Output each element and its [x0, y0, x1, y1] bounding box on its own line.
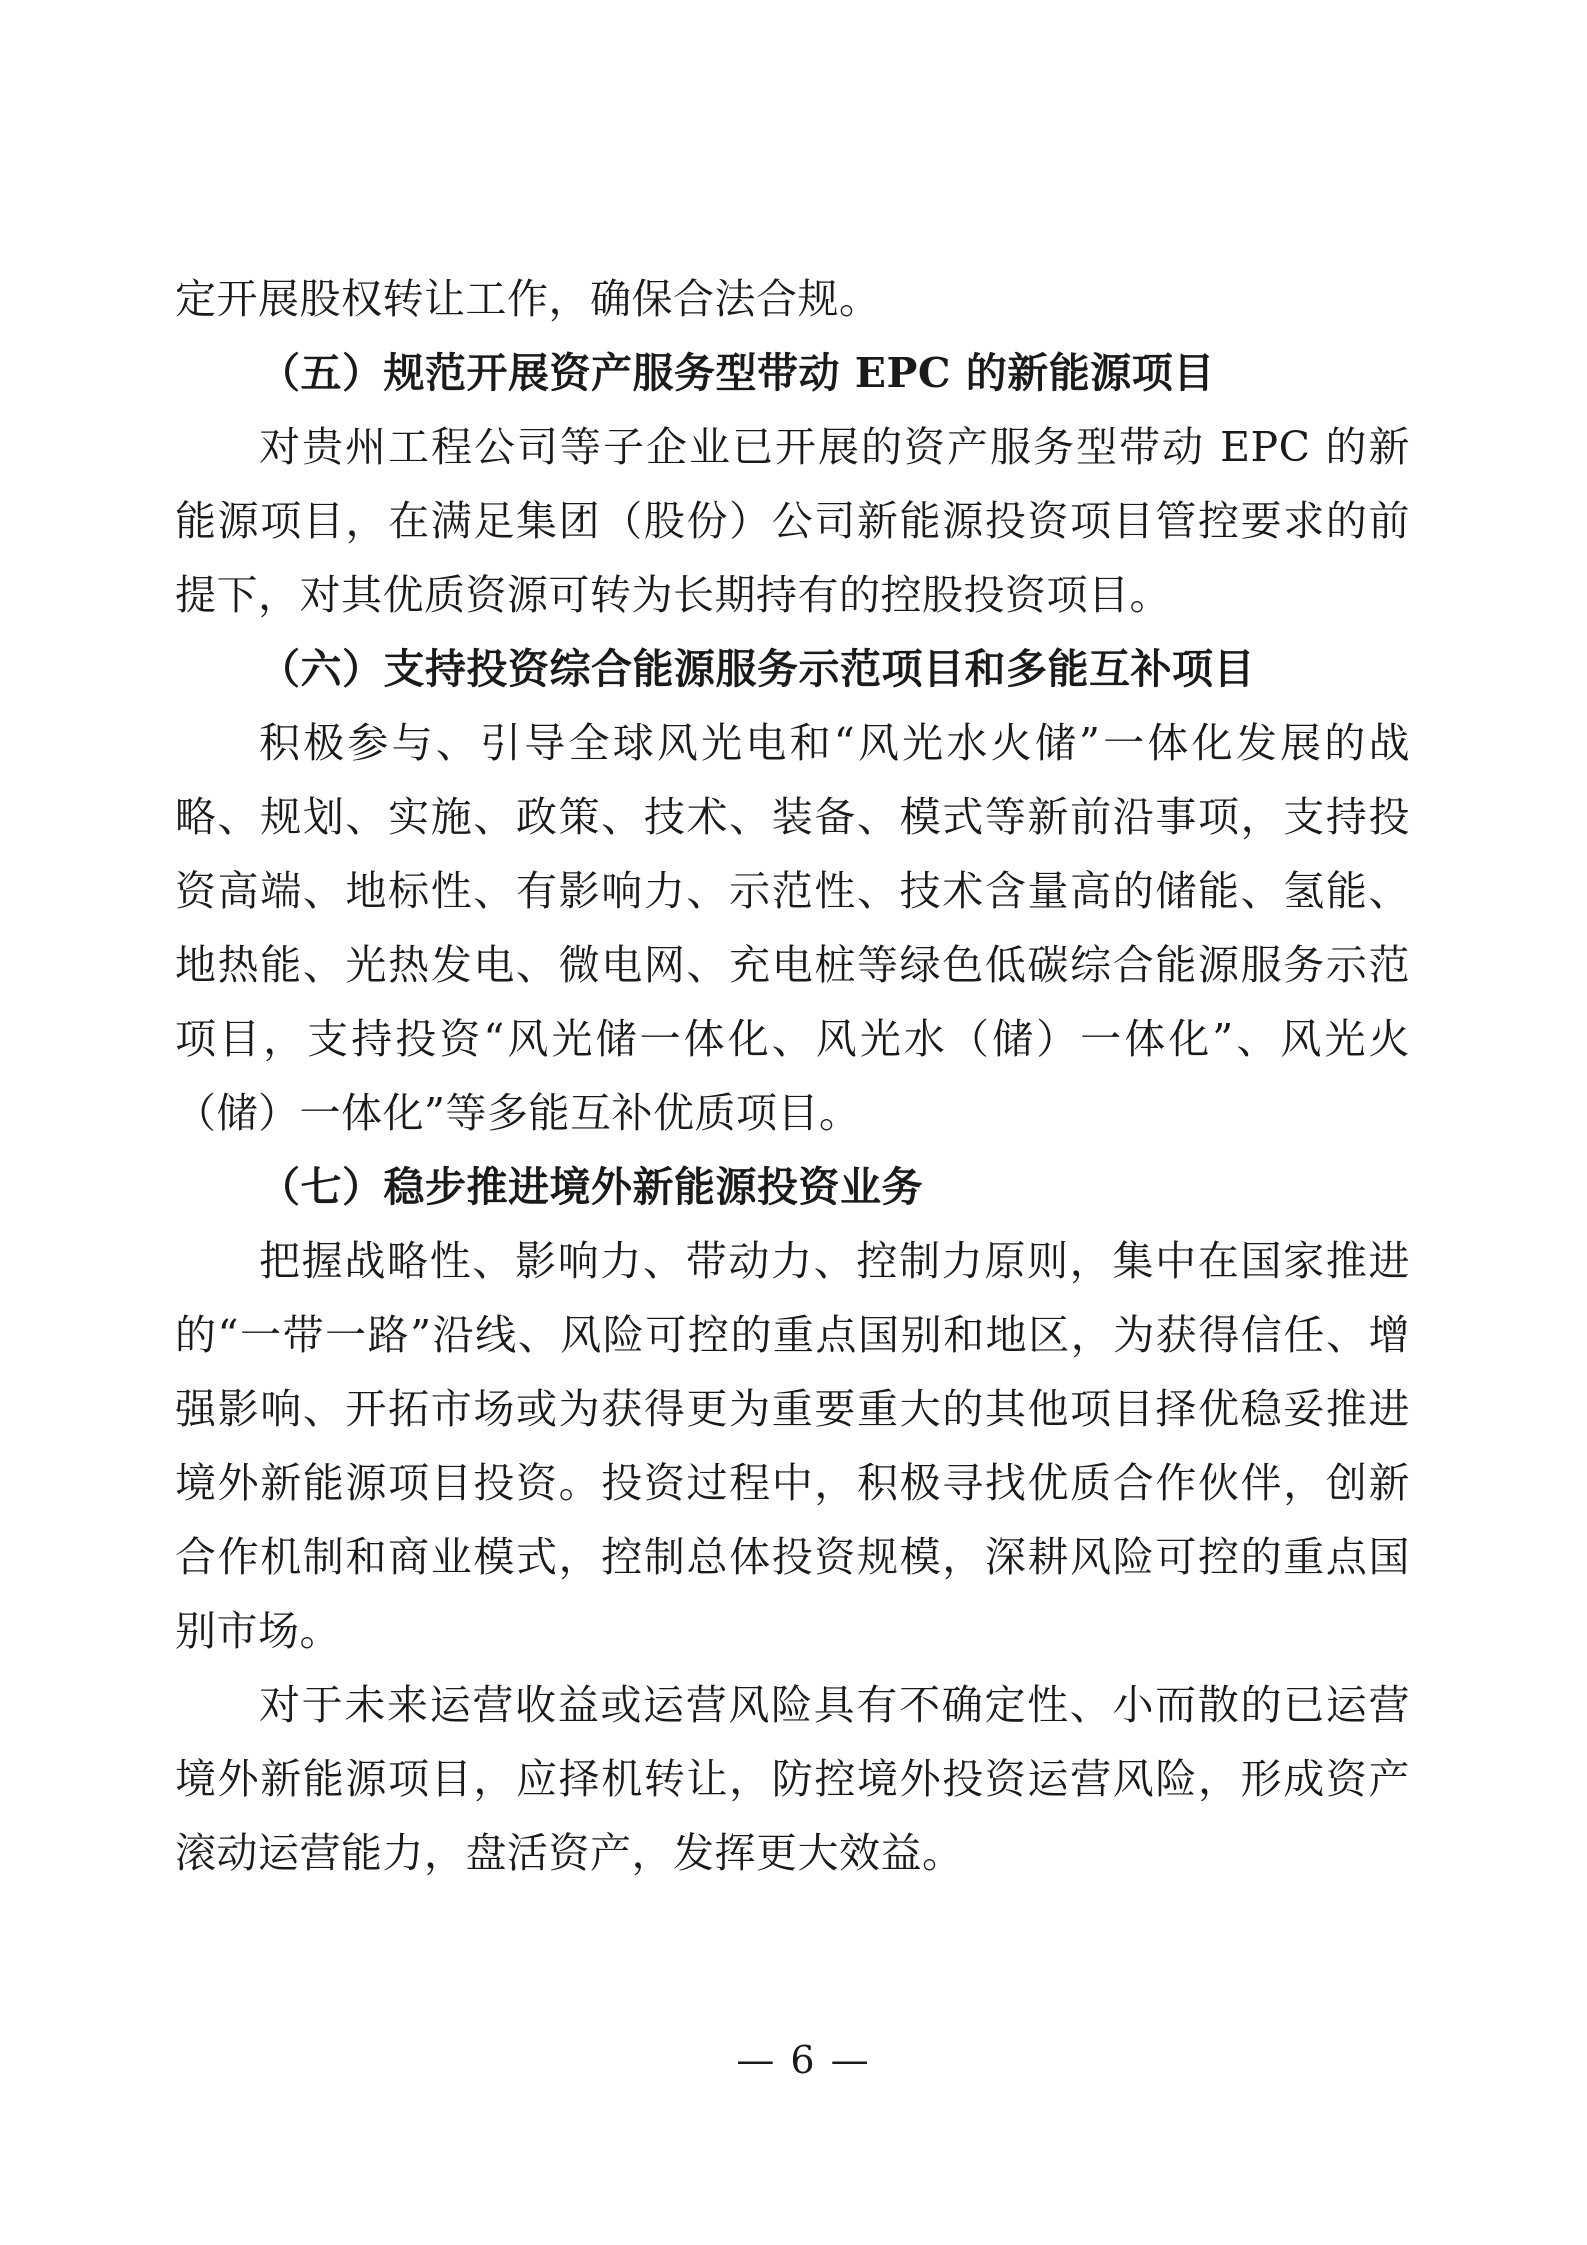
- paragraph-section-five-body: 对贵州工程公司等子企业已开展的资产服务型带动 EPC 的新能源项目，在满足集团（股份）公司新能源投资项目管控要求的前提下，对其优质资源可转为长期持有的控股投资项目。: [175, 423, 1410, 619]
- heading-section-five: （五）规范开展资产服务型带动 EPC 的新能源项目: [259, 349, 1215, 397]
- page-number: — 6 —: [736, 2038, 871, 2082]
- paragraph-section-six-body: 积极参与、引导全球风光电和“风光水火储”一体化发展的战略、规划、实施、政策、技术、装备、模式等新前沿事项，支持投资高端、地标性、有影响力、示范性、技术含量高的储能、氢能、地热能、光热发电、微电网、充电桩等绿色低碳综合能源服务示范项目，支持投资“风光储一体化、风光水（储）一体化”、风光火（储）一体化”等多能互补优质项目。: [175, 719, 1410, 1137]
- document-body: [175, 262, 1410, 1890]
- paragraph-continuation: 定开展股权转让工作，确保合法合规。: [175, 275, 881, 323]
- heading-section-seven: （七）稳步推进境外新能源投资业务: [259, 1163, 923, 1211]
- paragraph-section-seven-body-first: 把握战略性、影响力、带动力、控制力原则，集中在国家推进的“一带一路”沿线、风险可控的重点国别和地区，为获得信任、增强影响、开拓市场或为获得更为重要重大的其他项目择优稳妥推进境外新能源项目投资。投资过程中，积极寻找优质合作伙伴，创新合作机制和商业模式，控制总体投资规模，深耕风险可控的重点国别市场。: [175, 1237, 1410, 1655]
- paragraph-section-seven-body-second: 对于未来运营收益或运营风险具有不确定性、小而散的已运营境外新能源项目，应择机转让，防控境外投资运营风险，形成资产滚动运营能力，盘活资产，发挥更大效益。: [175, 1681, 1410, 1877]
- heading-section-six: （六）支持投资综合能源服务示范项目和多能互补项目: [259, 645, 1255, 693]
